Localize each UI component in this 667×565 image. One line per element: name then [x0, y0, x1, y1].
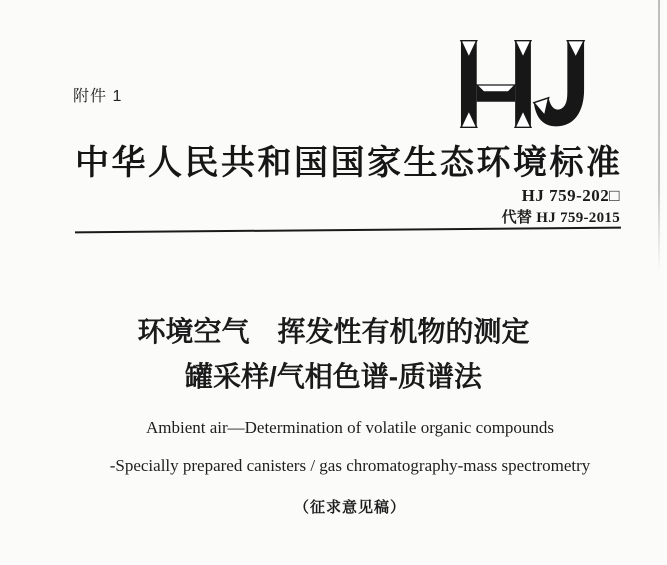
standard-heading: 中华人民共和国国家生态环境标准 — [75, 145, 623, 182]
title-cn-line1: 环境空气 挥发性有机物的测定 — [137, 316, 530, 347]
draft-note: （征求意见稿） — [293, 499, 406, 516]
scan-edge-line — [658, 0, 660, 272]
title-en-line2: -Specially prepared canisters / gas chromatography-mass spectrometry — [109, 456, 591, 475]
standard-number: HJ 759-202□ — [521, 186, 620, 205]
attachment-label: 附件 1 — [73, 88, 123, 105]
header-rule-divider — [75, 227, 621, 234]
hj-logo-icon — [459, 40, 589, 128]
standard-number-block — [502, 186, 620, 227]
title-en-line1: Ambient air—Determination of volatile organic compounds — [145, 418, 555, 437]
title-cn-line2: 罐采样/气相色谱-质谱法 — [184, 361, 483, 392]
replaces-note: 代替 HJ 759-2015 — [501, 210, 620, 226]
